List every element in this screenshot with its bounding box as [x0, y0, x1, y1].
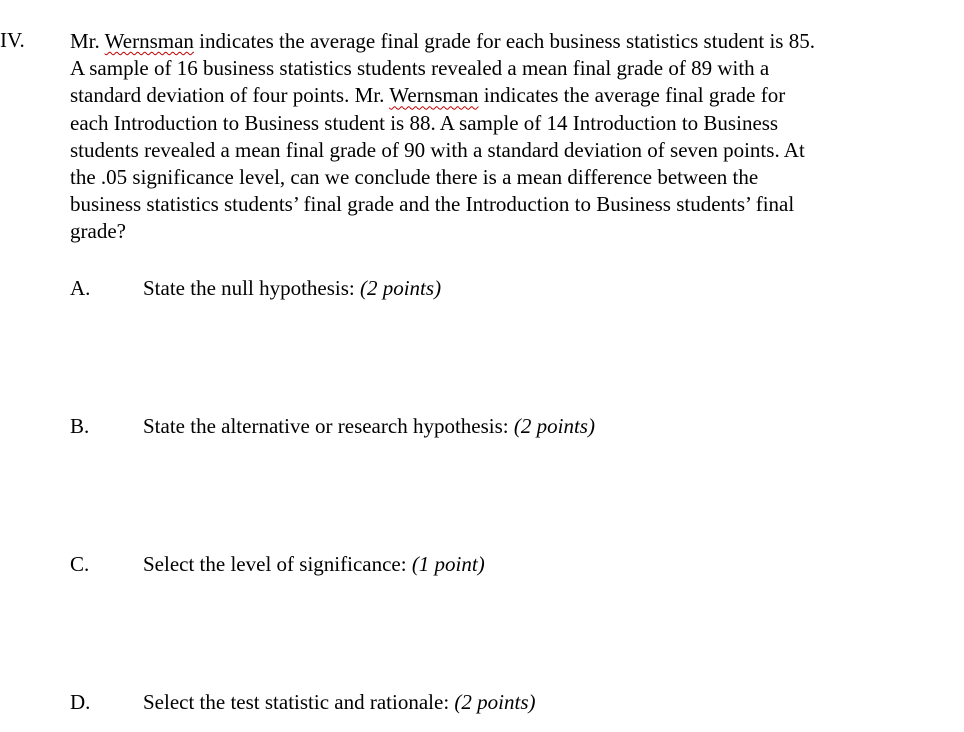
- part-prompt: State the alternative or research hypothesis:: [143, 414, 514, 438]
- question-number: IV.: [0, 28, 25, 52]
- part-letter: D.: [70, 690, 91, 714]
- part-c: [70, 551, 485, 578]
- spellcheck-name: Wernsman: [104, 29, 194, 53]
- part-letter: B.: [70, 414, 90, 438]
- part-points: (2 points): [359, 276, 442, 300]
- part-d: [70, 689, 535, 716]
- problem-line: each Introduction to Business student is 88. A sample of 14 Introduction to Business: [70, 110, 779, 135]
- problem-line: standard deviation of four points. Mr. Wernsman indicates the average final grade for: [70, 83, 786, 108]
- part-points: (2 points): [454, 690, 536, 714]
- problem-line: Mr. Wernsman indicates the average final grade for each business statistics student is 85.: [70, 29, 815, 53]
- part-a: [70, 275, 441, 302]
- part-prompt: Select the level of significance:: [143, 552, 412, 576]
- problem-line: students revealed a mean final grade of 90 with a standard deviation of seven points. At: [70, 137, 805, 162]
- problem-line: business statistics students’ final grade and the Introduction to Business students’ final: [70, 192, 795, 217]
- problem-line: grade?: [70, 219, 126, 244]
- part-b: [70, 413, 595, 440]
- part-letter: C.: [70, 552, 90, 576]
- part-points: (1 point): [411, 552, 485, 576]
- spellcheck-name: Wernsman: [389, 83, 479, 108]
- problem-line: the .05 significance level, can we conclude there is a mean difference between the: [70, 165, 759, 190]
- part-points: (2 points): [513, 414, 595, 438]
- part-prompt: State the null hypothesis:: [143, 276, 360, 300]
- problem-line: A sample of 16 business statistics students revealed a mean final grade of 89 with a: [70, 56, 770, 81]
- problem-statement: [70, 28, 940, 246]
- part-letter: A.: [70, 276, 91, 300]
- part-prompt: Select the test statistic and rationale:: [143, 690, 455, 714]
